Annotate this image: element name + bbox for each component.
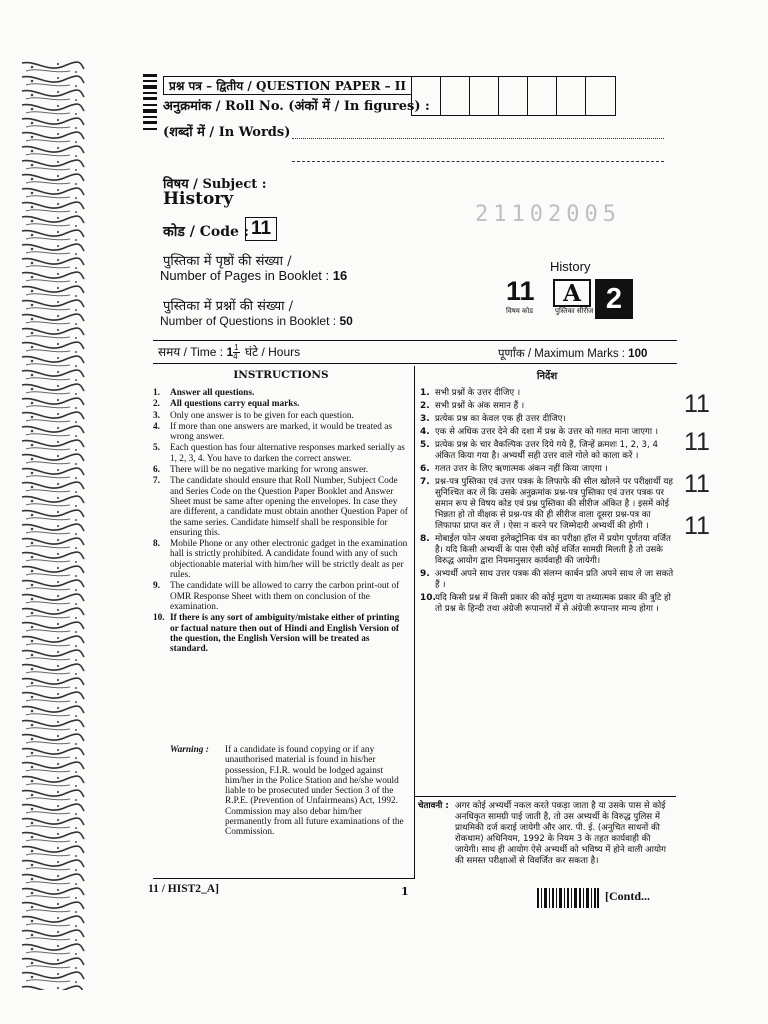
time-line [158, 343, 300, 361]
warning-text-hindi: अगर कोई अभ्यर्थी नकल करते पकड़ा जाता है या उसके पास से कोई अनधिकृत सामग्री पाई जाती है, तो उस अभ्यर्थी के विरुद्ध पुलिस में प्राथमिकी दर्ज कराई जायेगी और आर. पी. ई. (अनुचित साधनों की रोकथाम) अधिनियम, 1992 के नियम 3 के तहत कार्यवाही की जायेगी। साथ ही आयोग ऐसे अभ्यर्थी को भविष्य में होने वाली आयोग की समस्त परीक्षाओं से विवर्जित कर सकता है। [455, 801, 666, 866]
max-marks-label: पूर्णांक / Maximum Marks : [498, 348, 625, 360]
instruction-item [153, 422, 409, 443]
instruction-text: Mobile Phone or any other electronic gadget in the examination hall is strictly prohibited. A candidate found with any of such objectionable material with him/her will be strictly dealt as per rules. [170, 539, 408, 581]
column-divider [414, 366, 415, 878]
time-unit: घंटे / Hours [244, 345, 301, 359]
subject-name: History [163, 189, 234, 209]
instruction-number: 6. [420, 464, 430, 474]
instruction-text: The candidate will be allowed to carry the carbon print-out of OMR Response Sheet with them on conclusion of the examination. [170, 581, 400, 612]
badge-code-caption: विषय कोड [506, 307, 533, 315]
warning-text: If a candidate is found copying or if any unauthorised material is found in his/her possession, F.I.R. would be lodged against him/her in the Police Station and he/she would liable to be prosecuted under Section 3 of the R.P.E. (Prevention of Unfairmeans) Act, 1992. Commission may also debar him/her permanently from all future examinations of the Commission. [225, 745, 404, 838]
instruction-text: The candidate should ensure that Roll Number, Subject Code and Series Code on the Question Paper Booklet and Answer Sheet must be same after opening the envelopes. In case they are different, a candidate must obtain another Question Paper of the same series. Candidate himself shall be responsible for ensuring this. [170, 476, 408, 538]
instruction-text: Each question has four alternative responses marked serially as 1, 2, 3, 4. You have to darken the correct answer. [170, 443, 405, 464]
instruction-item [420, 593, 676, 615]
instruction-item [420, 440, 676, 462]
instructions-title-english: INSTRUCTIONS [233, 369, 329, 381]
continued-label: [Contd... [605, 889, 651, 903]
instruction-number: 2. [420, 401, 430, 411]
instruction-item [153, 443, 409, 464]
cut-line [292, 161, 664, 162]
instruction-text: There will be no negative marking for wrong answer. [170, 465, 369, 476]
instruction-number: 10. [153, 613, 165, 624]
instruction-text: यदि किसी प्रश्न में किसी प्रकार की कोई मुद्रण या तथ्यात्मक प्रकार की त्रुटि हो तो प्रश्न के हिन्दी तथा अंग्रेजी रूपान्तरों में से अंग्रेजी रूपान्तर मान्य होगा । [435, 593, 671, 614]
instruction-text: प्रत्येक प्रश्न का केवल एक ही उत्तर दीजिए। [435, 414, 566, 424]
code-label: कोड / Code : [163, 224, 249, 240]
instruction-item [420, 414, 676, 425]
instruction-item [153, 399, 409, 409]
divider-line [414, 796, 676, 797]
instruction-number: 2. [153, 399, 160, 410]
roll-digit-box[interactable] [557, 77, 586, 115]
instruction-item [153, 581, 409, 612]
time-label: समय / Time : [158, 345, 224, 359]
instruction-number: 8. [420, 534, 430, 544]
footer-barcode [537, 888, 599, 908]
max-marks-line [498, 346, 647, 361]
time-whole: 1 [226, 345, 234, 359]
instruction-number: 3. [420, 414, 430, 424]
badge-subject-code: 11 [506, 276, 535, 306]
pages-label-english [160, 268, 347, 283]
warning-english [170, 745, 408, 838]
page-number: 1 [401, 885, 409, 898]
instruction-item [420, 534, 676, 567]
roll-in-words-line[interactable] [292, 138, 664, 139]
roll-number-label: अनुक्रमांक / Roll No. (अंकों में / In figures) : [163, 99, 430, 114]
instruction-number: 4. [420, 427, 430, 437]
instruction-item [153, 388, 409, 398]
side-barcode [143, 74, 157, 132]
instruction-text: All questions carry equal marks. [170, 399, 300, 410]
instruction-text: प्रत्येक प्रश्न के चार वैकल्पिक उत्तर दिये गये हैं, जिन्हें क्रमशः 1, 2, 3, 4 अंकित किया गया है। अभ्यर्थी सही उत्तर वाले गोले को काला करें । [435, 440, 658, 461]
warning-hindi [418, 801, 676, 867]
roll-in-words-label: (शब्दों में / In Words) [163, 125, 291, 140]
instruction-text: अभ्यर्थी अपने साथ उत्तर पत्रक की संलग्न कार्बन प्रति अपने साथ ले जा सकते हैं । [435, 569, 674, 590]
questions-value: 50 [339, 314, 353, 328]
instruction-number: 3. [153, 410, 160, 421]
roll-digit-box[interactable] [586, 77, 615, 115]
instruction-text: प्रश्न-पत्र पुस्तिका एवं उत्तर पत्रक के लिफाफे की सील खोलने पर परीक्षार्थी यह सुनिश्चित कर लें कि उसके अनुक्रमांक प्रश्न-पत्र पुस्तिका एवं उत्तर पत्रक पर समान रूप से विषय कोड एवं प्रश्न पुस्तिका की सीरीज अंकित है । इसमें कोई भिन्नता हो तो वीक्षक से प्रश्न-पत्र की ही सीरीज वाला दूसरा प्रश्न-पत्र का लिफाफा प्राप्त कर लें । ऐसा न करने पर जिम्मेदारी अभ्यर्थी की होगी । [435, 477, 673, 531]
instruction-text: Answer all questions. [170, 388, 255, 398]
instructions-title-hindi: निर्देश [536, 371, 558, 382]
instruction-item [153, 539, 409, 580]
instruction-text: सभी प्रश्नों के उत्तर दीजिए । [435, 388, 521, 398]
badge-series-box: A [553, 279, 591, 307]
instruction-number: 9. [420, 569, 430, 579]
instruction-number: 9. [153, 581, 160, 592]
subject-label: विषय / Subject : [163, 177, 267, 192]
instruction-number: 7. [153, 476, 160, 487]
instruction-text: मोबाईल फोन अथवा इलेक्ट्रोनिक यंत्र का परीक्षा हॉल में प्रयोग पूर्णतया वर्जित है। यदि किसी अभ्यर्थी के पास ऐसी कोई वर्जित सामग्री मिलती है तो उसके विरुद्ध आयोग द्वारा नियमानुसार कार्यवाही की जायेगी। [435, 534, 671, 566]
instruction-number: 1. [153, 388, 160, 398]
date-stamp: 21102005 [475, 202, 621, 227]
question-paper-header [163, 76, 616, 95]
question-paper-label: प्रश्न पत्र – द्वितीय / QUESTION PAPER – II [163, 76, 411, 95]
instructions-list-hindi [420, 388, 676, 617]
roll-digit-box[interactable] [499, 77, 528, 115]
instruction-text: If more than one answers are marked, it would be treated as wrong answer. [170, 421, 393, 443]
pages-label: Number of Pages in Booklet : [160, 268, 330, 283]
instruction-number: 5. [420, 440, 430, 450]
instruction-number: 5. [153, 443, 160, 454]
instruction-text: एक से अधिक उत्तर देने की दशा में प्रश्न के उत्तर को गलत माना जाएगा । [435, 427, 659, 437]
warning-label-hindi: चेतावनी : [418, 801, 449, 811]
instruction-number: 10. [420, 593, 436, 603]
instruction-item [420, 477, 676, 532]
instruction-item [153, 613, 409, 654]
questions-label-hindi: पुस्तिका में प्रश्नों की संख्या / [163, 299, 293, 314]
instruction-item [420, 401, 676, 412]
instruction-item [153, 465, 409, 475]
instruction-number: 6. [153, 465, 160, 476]
instructions-list-english [153, 388, 409, 655]
questions-label-english [160, 314, 353, 328]
pages-label-hindi: पुस्तिका में पृष्ठों की संख्या / [163, 254, 292, 269]
time-fraction-numerator: 1 [234, 343, 239, 353]
side-subject-code: 11 [684, 390, 710, 418]
divider-line [153, 363, 677, 364]
instruction-item [153, 476, 409, 538]
divider-line [153, 878, 415, 879]
instruction-text: गलत उत्तर के लिए ऋणात्मक अंकन नहीं किया जाएगा । [435, 464, 608, 474]
pages-value: 16 [332, 268, 348, 283]
instruction-number: 8. [153, 539, 160, 550]
side-subject-code: 11 [684, 428, 710, 456]
instruction-text: Only one answer is to be given for each question. [170, 410, 354, 421]
badge-paper-box: 2 [595, 279, 633, 319]
subject-code-box: 11 [245, 217, 277, 241]
badge-subject-name: History [550, 259, 591, 274]
roll-number-boxes[interactable] [411, 76, 616, 116]
warning-label: Warning : [170, 745, 209, 755]
badge-series-caption: पुस्तिका सीरीज [555, 307, 594, 315]
instruction-item [420, 464, 676, 475]
roll-digit-box[interactable] [528, 77, 557, 115]
roll-digit-box[interactable] [470, 77, 499, 115]
instruction-item [153, 411, 409, 421]
side-subject-code: 11 [684, 470, 710, 498]
instruction-item [420, 427, 676, 438]
instruction-number: 1. [420, 388, 430, 398]
time-fraction-denominator: 4 [233, 352, 238, 362]
instruction-text: If there is any sort of ambiguity/mistake either of printing or factual nature then out of Hindi and English Version of the question, the English Version will be treated as standard. [170, 613, 400, 655]
instruction-number: 7. [420, 477, 430, 487]
footer-paper-code: 11 / HIST2_A] [148, 883, 219, 895]
instruction-item [420, 388, 676, 399]
instruction-item [420, 569, 676, 591]
questions-label: Number of Questions in Booklet : [160, 314, 337, 328]
roll-digit-box[interactable] [441, 77, 470, 115]
binding-edge-pattern [18, 60, 88, 990]
instruction-text: सभी प्रश्नों के अंक समान हैं । [435, 401, 525, 411]
side-subject-code: 11 [684, 512, 710, 540]
divider-line [153, 340, 677, 341]
time-fraction [233, 344, 239, 361]
max-marks-value: 100 [628, 348, 648, 360]
instruction-number: 4. [153, 421, 160, 432]
